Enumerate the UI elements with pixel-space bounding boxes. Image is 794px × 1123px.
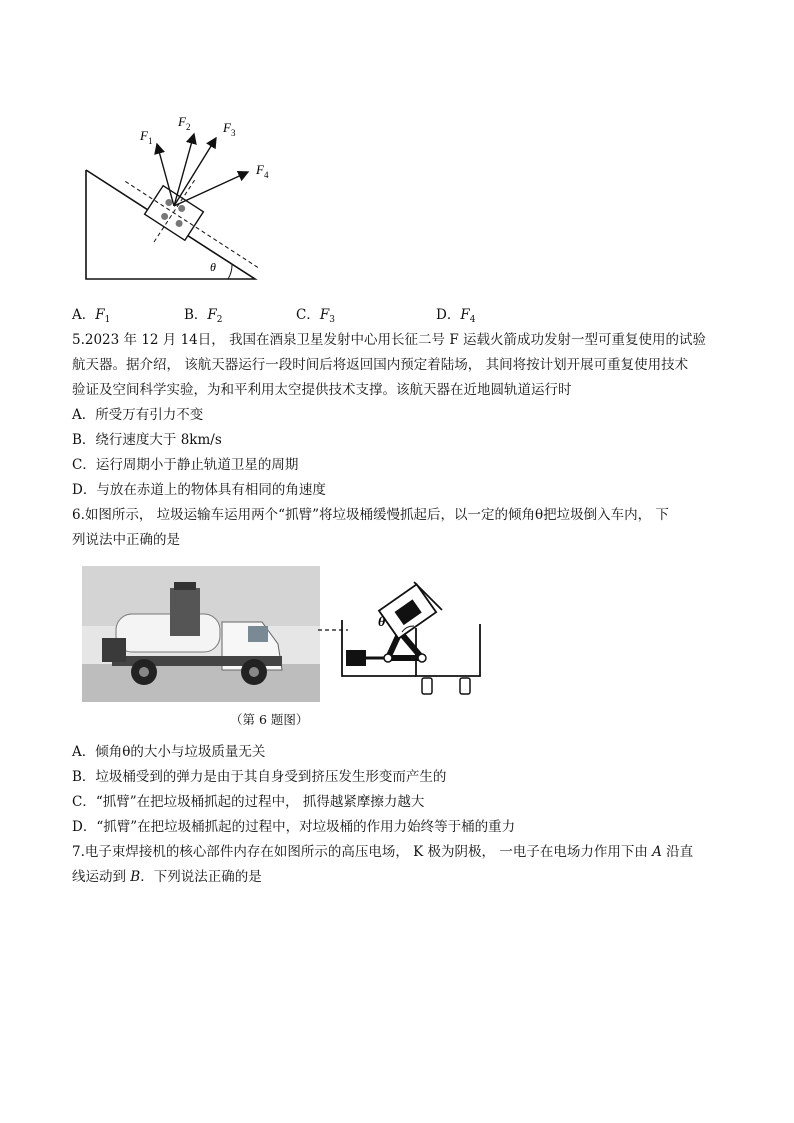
q6-stem-line1: 6.如图所示， 垃圾运输车运用两个“抓臂”将垃圾桶缓慢抓起后，以一定的倾角θ把垃圾倒入车内， 下 — [72, 507, 669, 523]
incline-force-diagram — [70, 108, 300, 288]
garbage-truck-photo — [82, 566, 320, 702]
force-f2-arrow — [174, 134, 194, 206]
dashed-along-incline — [125, 181, 258, 267]
force-f2-label: $F_2$ — [178, 114, 191, 132]
q5-stem-line3: 验证及空间科学实验，为和平利用太空提供技术支撑。该航天器在近地圆轨道运行时 — [72, 382, 572, 398]
q6-stem-line2: 列说法中正确的是 — [72, 532, 180, 548]
q5-option-c: C．运行周期小于静止轨道卫星的周期 — [72, 457, 299, 473]
q6-option-b: B．垃圾桶受到的弹力是由于其自身受到挤压发生形变而产生的 — [72, 769, 447, 785]
q4-option-b: B．$F_2$ — [184, 307, 223, 325]
q5-stem-line2: 航天器。据介绍， 该航天器运行一段时间后将返回国内预定着陆场， 其间将按计划开展可重复使用技术 — [72, 357, 689, 373]
q5-stem-line1: 5.2023 年 12 月 14日， 我国在酒泉卫星发射中心用长征二号 F 运载火箭成功发射一型可重复使用的试验 — [72, 332, 706, 348]
q4-option-c: C．$F_3$ — [296, 307, 335, 325]
theta-label: θ — [210, 260, 216, 274]
q7-stem-line2: 线运动到 B．下列说法正确的是 — [72, 869, 262, 885]
force-f4-label: $F_4$ — [256, 162, 269, 180]
q7-stem-line1: 7.电子束焊接机的核心部件内存在如图所示的高压电场， K 极为阴极， 一电子在电场力作用下由 A 沿直 — [72, 844, 694, 860]
q4-option-d: D．$F_4$ — [436, 307, 476, 325]
theta-label-schematic: θ — [378, 615, 386, 630]
q5-option-b: B．绕行速度大于 8km/s — [72, 432, 222, 448]
theta-arc — [228, 264, 232, 279]
q4-option-a: A．$F_1$ — [72, 307, 111, 325]
force-f1-label: $F_1$ — [140, 128, 153, 146]
force-f3-label: $F_3$ — [223, 120, 236, 138]
motor-block — [346, 650, 366, 666]
figure-caption: （第 6 题图） — [230, 712, 309, 727]
q5-option-a: A．所受万有引力不变 — [72, 407, 204, 423]
q6-option-d: D．“抓臂”在把垃圾桶抓起的过程中，对垃圾桶的作用力始终等于桶的重力 — [72, 819, 516, 835]
q6-option-a: A．倾角θ的大小与垃圾质量无关 — [72, 744, 266, 760]
truck-body-right — [416, 624, 480, 676]
q6-option-c: C．“抓臂”在把垃圾桶抓起的过程中， 抓得越紧摩擦力越大 — [72, 794, 425, 810]
arm-schematic-diagram — [318, 574, 488, 702]
q5-option-d: D．与放在赤道上的物体具有相同的角速度 — [72, 482, 326, 498]
